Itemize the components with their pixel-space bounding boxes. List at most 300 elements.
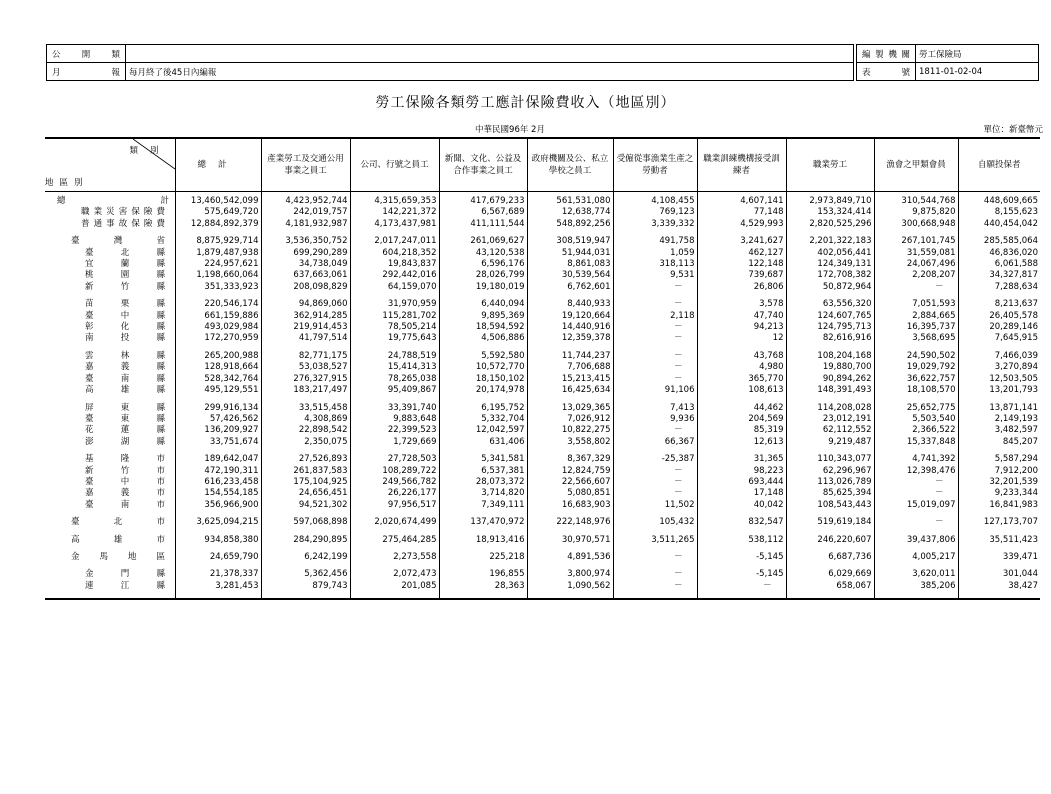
value-cell: 38,427 bbox=[1008, 580, 1038, 591]
value-cell: 658,067 bbox=[786, 581, 874, 599]
value-cell: － bbox=[874, 282, 958, 293]
table-row bbox=[45, 466, 1040, 477]
value-cell: 16,683,903 bbox=[527, 500, 613, 511]
region-cell bbox=[45, 259, 175, 270]
value-cell: － bbox=[613, 345, 697, 362]
value-cell: 3,270,894 bbox=[994, 362, 1038, 373]
value-cell: 66,367 bbox=[613, 437, 697, 448]
column-header: 新聞、文化、公益及合作事業之員工 bbox=[439, 138, 527, 192]
value-cell: 204,569 bbox=[697, 414, 786, 425]
region-name: 屏東縣 bbox=[85, 402, 165, 413]
value-cell: 575,649,720 bbox=[175, 207, 261, 218]
region-cell bbox=[45, 448, 175, 465]
table-header-row bbox=[45, 138, 1040, 192]
column-header: 自願投保者 bbox=[958, 138, 1040, 192]
value-cell: 225,218 bbox=[439, 546, 527, 563]
value-cell: 142,221,372 bbox=[350, 207, 439, 218]
header-right-value: 1811-01-02-04 bbox=[916, 63, 1039, 81]
value-cell: 82,616,916 bbox=[786, 333, 874, 344]
table-row bbox=[45, 207, 1040, 218]
value-cell: 9,233,344 bbox=[994, 488, 1038, 499]
region-name: 連江縣 bbox=[85, 580, 165, 591]
table-row bbox=[45, 270, 1040, 281]
table-row bbox=[45, 425, 1040, 436]
column-header: 總計 bbox=[175, 138, 261, 192]
value-cell: 2,820,525,296 bbox=[786, 219, 874, 230]
value-cell: 28,073,372 bbox=[439, 477, 527, 488]
value-cell: － bbox=[613, 333, 697, 344]
value-cell: 26,405,578 bbox=[989, 310, 1038, 321]
value-cell: － bbox=[613, 581, 697, 599]
value-cell: 8,861,083 bbox=[527, 259, 613, 270]
value-cell: 18,150,102 bbox=[439, 374, 527, 385]
value-cell: 8,155,623 bbox=[994, 207, 1038, 218]
region-cell bbox=[45, 248, 175, 259]
value-cell: 9,936 bbox=[613, 414, 697, 425]
header-right-box bbox=[856, 44, 1039, 81]
value-cell: 24,590,502 bbox=[874, 345, 958, 362]
value-cell: 411,111,544 bbox=[439, 219, 527, 230]
table-row bbox=[45, 397, 1040, 414]
value-cell: 4,173,437,981 bbox=[350, 219, 439, 230]
value-cell: 4,529,993 bbox=[697, 219, 786, 230]
value-cell: 8,213,637 bbox=[994, 299, 1038, 310]
value-cell: 22,898,542 bbox=[261, 425, 350, 436]
value-cell: 18,913,416 bbox=[439, 529, 527, 546]
value-cell: 15,019,097 bbox=[874, 500, 958, 511]
value-cell: 261,069,627 bbox=[439, 230, 527, 247]
column-header: 漁會之甲類會員 bbox=[874, 138, 958, 192]
value-cell: 3,536,350,752 bbox=[261, 230, 350, 247]
value-cell: 24,656,451 bbox=[261, 488, 350, 499]
table-row bbox=[45, 448, 1040, 465]
value-cell: 362,914,285 bbox=[261, 311, 350, 322]
value-cell: 18,108,570 bbox=[874, 385, 958, 396]
value-cell: 6,242,199 bbox=[261, 546, 350, 563]
region-cell bbox=[45, 293, 175, 310]
value-cell: 12,398,476 bbox=[874, 466, 958, 477]
value-cell: 94,213 bbox=[697, 322, 786, 333]
value-cell: 8,875,929,714 bbox=[175, 230, 261, 247]
value-cell: 4,741,392 bbox=[874, 448, 958, 465]
table-row bbox=[45, 385, 1040, 396]
table-row bbox=[45, 511, 1040, 528]
value-cell: 124,795,713 bbox=[786, 322, 874, 333]
value-cell: 6,029,669 bbox=[786, 563, 874, 580]
header-left-value: 每月終了後45日內編報 bbox=[126, 63, 854, 81]
value-cell: 19,775,643 bbox=[350, 333, 439, 344]
region-cell bbox=[45, 362, 175, 373]
value-cell: 3,578 bbox=[697, 293, 786, 310]
column-header: 職業訓練機構接受訓練者 bbox=[697, 138, 786, 192]
value-cell: 15,414,313 bbox=[350, 362, 439, 373]
table-row bbox=[45, 282, 1040, 293]
value-cell: 462,127 bbox=[697, 248, 786, 259]
value-cell: 284,290,895 bbox=[261, 529, 350, 546]
value-cell: 94,521,302 bbox=[261, 500, 350, 511]
value-cell: 4,108,455 bbox=[613, 192, 697, 208]
value-cell: 12,359,378 bbox=[527, 333, 613, 344]
value-cell: 6,762,601 bbox=[527, 282, 613, 293]
value-cell: 22,399,523 bbox=[350, 425, 439, 436]
region-name: 臺南市 bbox=[85, 499, 165, 510]
value-cell: 62,296,967 bbox=[786, 466, 874, 477]
value-cell: 97,956,517 bbox=[350, 500, 439, 511]
value-cell: 175,104,925 bbox=[261, 477, 350, 488]
premium-table bbox=[45, 137, 1040, 600]
value-cell: 4,506,886 bbox=[439, 333, 527, 344]
value-cell: 20,289,146 bbox=[989, 322, 1038, 333]
table-row bbox=[45, 500, 1040, 511]
table-row bbox=[45, 248, 1040, 259]
value-cell: 16,395,737 bbox=[874, 322, 958, 333]
value-cell: 12,042,597 bbox=[439, 425, 527, 436]
value-cell: 8,440,933 bbox=[527, 293, 613, 310]
region-name: 澎湖縣 bbox=[85, 436, 165, 447]
value-cell: 90,894,262 bbox=[786, 374, 874, 385]
value-cell: 19,120,664 bbox=[527, 311, 613, 322]
value-cell: 17,148 bbox=[697, 488, 786, 499]
value-cell: － bbox=[874, 488, 958, 499]
value-cell: 7,288,634 bbox=[994, 281, 1038, 292]
value-cell: 1,198,660,064 bbox=[175, 270, 261, 281]
value-cell: 128,918,664 bbox=[175, 362, 261, 373]
value-cell: 108,289,722 bbox=[350, 466, 439, 477]
value-cell: 493,029,984 bbox=[175, 322, 261, 333]
value-cell: 548,892,256 bbox=[527, 219, 613, 230]
region-name: 高雄縣 bbox=[85, 385, 165, 396]
value-cell: 538,112 bbox=[697, 529, 786, 546]
value-cell: 3,568,695 bbox=[874, 333, 958, 344]
value-cell: 637,663,061 bbox=[261, 270, 350, 281]
value-cell: 11,502 bbox=[613, 500, 697, 511]
value-cell: 78,265,038 bbox=[350, 374, 439, 385]
value-cell: 318,113 bbox=[613, 259, 697, 270]
value-cell: 4,005,217 bbox=[874, 546, 958, 563]
value-cell: 108,543,443 bbox=[786, 500, 874, 511]
value-cell: － bbox=[613, 466, 697, 477]
value-cell: 115,281,702 bbox=[350, 311, 439, 322]
value-cell: 108,204,168 bbox=[786, 345, 874, 362]
unit-label: 單位：新臺幣元 bbox=[983, 125, 1043, 135]
header-right-label: 編製機關 bbox=[857, 45, 916, 63]
value-cell: 528,342,764 bbox=[175, 374, 261, 385]
table-row bbox=[45, 488, 1040, 499]
value-cell: 631,406 bbox=[439, 437, 527, 448]
region-cell bbox=[45, 374, 175, 385]
column-header: 受僱從事漁業生產之勞動者 bbox=[613, 138, 697, 192]
value-cell: 12,613 bbox=[697, 437, 786, 448]
value-cell: 3,714,820 bbox=[439, 488, 527, 499]
value-cell: 2,201,322,183 bbox=[786, 230, 874, 247]
value-cell: 31,970,959 bbox=[350, 293, 439, 310]
region-cell bbox=[45, 488, 175, 499]
region-cell bbox=[45, 546, 175, 563]
value-cell: 196,855 bbox=[439, 563, 527, 580]
header-left-label: 月報 bbox=[47, 63, 126, 81]
region-cell bbox=[45, 333, 175, 344]
value-cell: 13,029,365 bbox=[527, 397, 613, 414]
value-cell: 4,181,932,987 bbox=[261, 219, 350, 230]
table-row bbox=[45, 477, 1040, 488]
value-cell: 136,209,927 bbox=[175, 425, 261, 436]
table-row bbox=[45, 293, 1040, 310]
value-cell: 693,444 bbox=[697, 477, 786, 488]
header-left-value bbox=[126, 45, 854, 63]
value-cell: 519,619,184 bbox=[786, 511, 874, 528]
value-cell: 9,219,487 bbox=[786, 437, 874, 448]
value-cell: 127,173,707 bbox=[983, 517, 1038, 528]
value-cell: 113,026,789 bbox=[786, 477, 874, 488]
value-cell: 28,026,799 bbox=[439, 270, 527, 281]
value-cell: 3,620,011 bbox=[874, 563, 958, 580]
value-cell: 64,159,070 bbox=[350, 282, 439, 293]
value-cell: 339,471 bbox=[1002, 551, 1038, 562]
region-cell bbox=[45, 230, 175, 247]
value-cell: 2,149,193 bbox=[994, 413, 1038, 424]
value-cell: 5,341,581 bbox=[439, 448, 527, 465]
region-name: 臺灣省 bbox=[71, 236, 165, 247]
value-cell: 40,042 bbox=[697, 500, 786, 511]
region-name: 嘉義市 bbox=[85, 488, 165, 499]
value-cell: 124,349,131 bbox=[786, 259, 874, 270]
value-cell: 9,875,820 bbox=[874, 207, 958, 218]
value-cell: 110,343,077 bbox=[786, 448, 874, 465]
table-row bbox=[45, 362, 1040, 373]
region-cell bbox=[45, 581, 175, 599]
value-cell: 6,537,381 bbox=[439, 466, 527, 477]
value-cell: 267,101,745 bbox=[874, 230, 958, 247]
value-cell: 7,645,915 bbox=[994, 333, 1038, 344]
value-cell: 43,120,538 bbox=[439, 248, 527, 259]
region-cell bbox=[45, 311, 175, 322]
value-cell: 3,281,453 bbox=[175, 581, 261, 599]
value-cell: 2,017,247,011 bbox=[350, 230, 439, 247]
value-cell: 6,687,736 bbox=[786, 546, 874, 563]
region-name: 臺中縣 bbox=[85, 310, 165, 321]
region-cell bbox=[45, 477, 175, 488]
table-row bbox=[45, 230, 1040, 247]
value-cell: 402,056,441 bbox=[786, 248, 874, 259]
value-cell: 27,526,893 bbox=[261, 448, 350, 465]
value-cell: 18,594,592 bbox=[439, 322, 527, 333]
value-cell: 495,129,551 bbox=[175, 385, 261, 396]
region-cell bbox=[45, 511, 175, 528]
value-cell: 769,123 bbox=[613, 207, 697, 218]
region-name: 宜蘭縣 bbox=[85, 259, 165, 270]
value-cell: 148,391,493 bbox=[786, 385, 874, 396]
value-cell: 300,668,948 bbox=[874, 219, 958, 230]
value-cell: 153,324,414 bbox=[786, 207, 874, 218]
value-cell: -5,145 bbox=[697, 546, 786, 563]
table-row bbox=[45, 259, 1040, 270]
value-cell: 16,425,634 bbox=[527, 385, 613, 396]
region-cell bbox=[45, 425, 175, 436]
value-cell: 183,217,497 bbox=[261, 385, 350, 396]
table-body bbox=[45, 192, 1040, 600]
value-cell: 4,315,659,353 bbox=[350, 192, 439, 208]
value-cell: 220,546,174 bbox=[175, 293, 261, 310]
value-cell: 12 bbox=[697, 333, 786, 344]
value-cell: 24,067,496 bbox=[874, 259, 958, 270]
value-cell: 5,587,294 bbox=[994, 454, 1038, 465]
value-cell: 15,337,848 bbox=[874, 437, 958, 448]
value-cell: 385,206 bbox=[874, 581, 958, 599]
table-row bbox=[45, 546, 1040, 563]
region-name: 花蓮縣 bbox=[85, 425, 165, 436]
region-cell bbox=[45, 322, 175, 333]
value-cell: 24,659,790 bbox=[175, 546, 261, 563]
value-cell: 30,970,571 bbox=[527, 529, 613, 546]
value-cell: 35,511,423 bbox=[989, 534, 1038, 545]
value-cell: 34,738,049 bbox=[261, 259, 350, 270]
value-cell: 105,432 bbox=[613, 511, 697, 528]
region-cell bbox=[45, 282, 175, 293]
value-cell: 9,531 bbox=[613, 270, 697, 281]
value-cell: 1,729,669 bbox=[350, 437, 439, 448]
table-row bbox=[45, 374, 1040, 385]
table-row bbox=[45, 437, 1040, 448]
value-cell: － bbox=[613, 374, 697, 385]
value-cell: 19,843,837 bbox=[350, 259, 439, 270]
header-right-value: 勞工保險局 bbox=[916, 45, 1039, 63]
value-cell: 25,652,775 bbox=[874, 397, 958, 414]
region-name: 金門縣 bbox=[85, 569, 165, 580]
value-cell: － bbox=[874, 477, 958, 488]
value-cell: 2,366,522 bbox=[874, 425, 958, 436]
table-row bbox=[45, 414, 1040, 425]
value-cell: 3,241,627 bbox=[697, 230, 786, 247]
value-cell: 23,012,191 bbox=[786, 414, 874, 425]
region-name: 南投縣 bbox=[85, 333, 165, 344]
table-row bbox=[45, 581, 1040, 599]
value-cell: 19,029,792 bbox=[874, 362, 958, 373]
value-cell: 1,059 bbox=[613, 248, 697, 259]
region-name: 桃園縣 bbox=[85, 270, 165, 281]
table-row bbox=[45, 345, 1040, 362]
value-cell: 124,607,765 bbox=[786, 311, 874, 322]
value-cell: 82,771,175 bbox=[261, 345, 350, 362]
value-cell: 12,638,774 bbox=[527, 207, 613, 218]
corner-header-cell bbox=[45, 138, 175, 192]
value-cell: － bbox=[613, 546, 697, 563]
value-cell: 3,339,332 bbox=[613, 219, 697, 230]
value-cell: － bbox=[613, 563, 697, 580]
value-cell: 356,966,900 bbox=[175, 500, 261, 511]
value-cell: 285,585,064 bbox=[983, 236, 1038, 247]
value-cell: 30,539,564 bbox=[527, 270, 613, 281]
value-cell: 3,800,974 bbox=[527, 563, 613, 580]
header-right-label: 表號 bbox=[857, 63, 916, 81]
region-cell bbox=[45, 563, 175, 580]
value-cell: 41,797,514 bbox=[261, 333, 350, 344]
value-cell: 44,462 bbox=[697, 397, 786, 414]
value-cell: 122,148 bbox=[697, 259, 786, 270]
value-cell: 5,503,540 bbox=[874, 414, 958, 425]
value-cell: 3,482,597 bbox=[994, 425, 1038, 436]
region-name: 職業災害保險費 bbox=[81, 207, 165, 218]
column-header: 產業勞工及交通公用事業之員工 bbox=[261, 138, 350, 192]
column-header: 公司、行號之員工 bbox=[350, 138, 439, 192]
header-left-box bbox=[46, 44, 854, 81]
value-cell: － bbox=[613, 362, 697, 373]
value-cell: 301,044 bbox=[1002, 569, 1038, 580]
value-cell: 39,437,806 bbox=[874, 529, 958, 546]
value-cell: -5,145 bbox=[697, 563, 786, 580]
value-cell: 561,531,080 bbox=[527, 192, 613, 208]
value-cell: 36,622,757 bbox=[874, 374, 958, 385]
value-cell: 299,916,134 bbox=[175, 397, 261, 414]
value-cell: 7,026,912 bbox=[527, 414, 613, 425]
value-cell: 13,460,542,099 bbox=[175, 192, 261, 208]
value-cell: 78,505,214 bbox=[350, 322, 439, 333]
value-cell: 249,566,782 bbox=[350, 477, 439, 488]
value-cell: 33,515,458 bbox=[261, 397, 350, 414]
value-cell: 3,625,094,215 bbox=[175, 511, 261, 528]
region-cell bbox=[45, 192, 175, 208]
value-cell: 33,391,740 bbox=[350, 397, 439, 414]
value-cell: 219,914,453 bbox=[261, 322, 350, 333]
page-title: 勞工保險各類勞工應計保險費收入（地區別） bbox=[375, 95, 676, 111]
value-cell: 7,051,593 bbox=[874, 293, 958, 310]
value-cell: 739,687 bbox=[697, 270, 786, 281]
value-cell: 201,085 bbox=[350, 581, 439, 599]
region-cell bbox=[45, 437, 175, 448]
value-cell: 246,220,607 bbox=[786, 529, 874, 546]
region-name: 高雄市 bbox=[71, 534, 165, 545]
value-cell: 6,195,752 bbox=[439, 397, 527, 414]
value-cell: 276,327,915 bbox=[261, 374, 350, 385]
value-cell: 1,090,562 bbox=[527, 581, 613, 599]
table-row bbox=[45, 529, 1040, 546]
table-row bbox=[45, 322, 1040, 333]
value-cell: 10,572,770 bbox=[439, 362, 527, 373]
value-cell: 11,744,237 bbox=[527, 345, 613, 362]
value-cell: － bbox=[613, 282, 697, 293]
value-cell: 2,072,473 bbox=[350, 563, 439, 580]
value-cell: 12,884,892,379 bbox=[175, 219, 261, 230]
value-cell: 77,148 bbox=[697, 207, 786, 218]
value-cell: 47,740 bbox=[697, 311, 786, 322]
column-header: 政府機關及公、私立學校之員工 bbox=[527, 138, 613, 192]
value-cell: 6,567,689 bbox=[439, 207, 527, 218]
region-name: 嘉義縣 bbox=[85, 362, 165, 373]
table-row bbox=[45, 192, 1040, 208]
value-cell: 2,020,674,499 bbox=[350, 511, 439, 528]
table-row bbox=[45, 311, 1040, 322]
value-cell: 108,613 bbox=[697, 385, 786, 396]
value-cell: 308,519,947 bbox=[527, 230, 613, 247]
table-row bbox=[45, 219, 1040, 230]
value-cell: 137,470,972 bbox=[439, 511, 527, 528]
value-cell: 661,159,886 bbox=[175, 311, 261, 322]
corner-region-label: 地區別 bbox=[45, 178, 89, 188]
value-cell: 19,180,019 bbox=[439, 282, 527, 293]
value-cell: 6,061,588 bbox=[994, 259, 1038, 270]
value-cell: 31,365 bbox=[697, 448, 786, 465]
value-cell: 189,642,047 bbox=[175, 448, 261, 465]
value-cell: 699,290,289 bbox=[261, 248, 350, 259]
value-cell: 4,423,952,744 bbox=[261, 192, 350, 208]
value-cell: 440,454,042 bbox=[983, 218, 1038, 229]
value-cell: 7,413 bbox=[613, 397, 697, 414]
region-name: 臺東縣 bbox=[85, 413, 165, 424]
value-cell: 94,869,060 bbox=[261, 293, 350, 310]
region-cell bbox=[45, 466, 175, 477]
value-cell: 9,883,648 bbox=[350, 414, 439, 425]
value-cell: 604,218,352 bbox=[350, 248, 439, 259]
value-cell: 491,758 bbox=[613, 230, 697, 247]
